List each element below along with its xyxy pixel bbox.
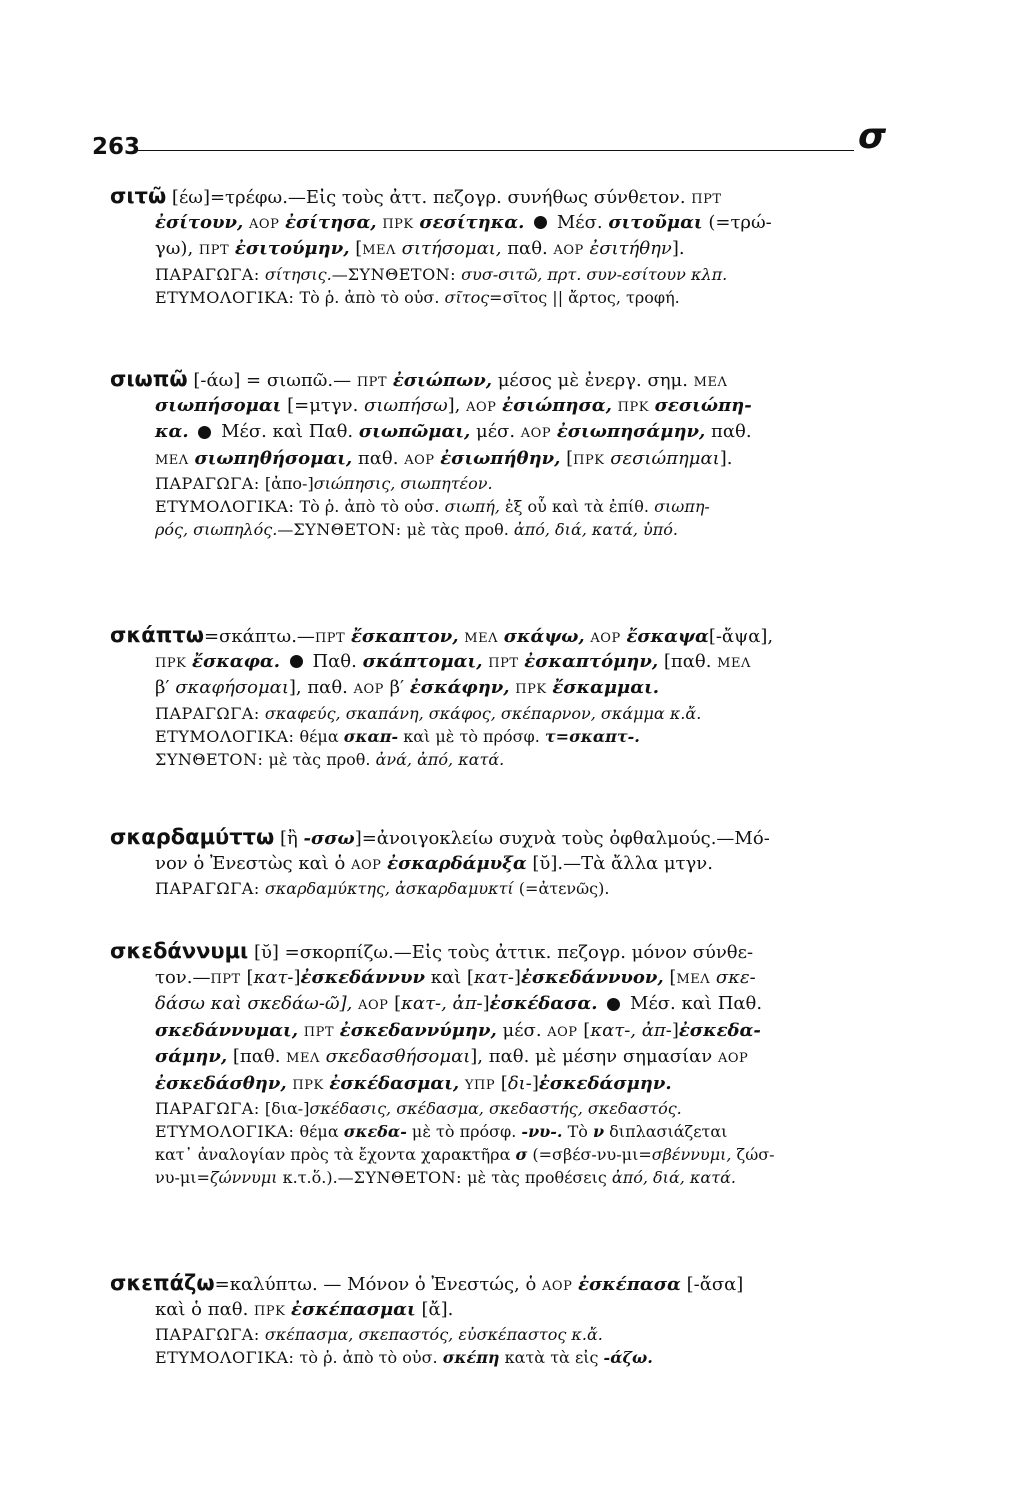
- text-segment: ΑΟΡ: [547, 1024, 578, 1040]
- text-segment: [=μτγν.: [281, 394, 365, 416]
- bullet-icon: [534, 216, 547, 229]
- text-segment: κ.τ.ὅ.).—: [277, 1168, 354, 1187]
- text-segment: σκεδασθήσομαι: [325, 1046, 471, 1067]
- text-segment: [ῠ].—Τὰ ἄλλα μτγν.: [526, 852, 713, 874]
- text-segment: ν: [592, 1122, 605, 1141]
- entry-line: [110, 1270, 900, 1297]
- text-segment: ἐσιώπησα,: [502, 394, 612, 416]
- text-segment: ἐσκέδασμαι,: [329, 1072, 460, 1094]
- text-segment: ΜΕΛ: [362, 243, 396, 258]
- text-segment: ΠΡΤ: [210, 971, 241, 987]
- text-segment: σ: [515, 1145, 528, 1164]
- text-segment: ΠΡΚ: [573, 452, 605, 468]
- text-segment: σιωπηθήσομαι,: [194, 447, 353, 469]
- text-segment: ΠΑΡΑΓΩΓΑ:: [155, 703, 260, 723]
- text-segment: ἐσκεδάννυον,: [520, 966, 664, 988]
- text-segment: παθ.: [705, 421, 752, 442]
- text-segment: [: [388, 993, 402, 1014]
- text-segment: β′: [383, 677, 410, 698]
- text-segment: σιώπησις, σιωπητέον.: [313, 474, 493, 493]
- text-segment: σκαφήσομαι: [175, 677, 289, 698]
- text-segment: ΠΡΤ: [356, 375, 388, 390]
- text-segment: ΑΟΡ: [542, 1279, 573, 1294]
- entry-line: [110, 366, 900, 393]
- text-segment: σεσιώπημαι: [610, 447, 720, 469]
- text-segment: [: [349, 238, 363, 259]
- text-segment: ΜΕΛ: [286, 1051, 320, 1066]
- text-segment: ἔσκαπτον,: [350, 626, 459, 647]
- text-segment: ΠΡΚ: [617, 399, 649, 415]
- text-segment: [-ἄψα],: [708, 626, 774, 647]
- text-segment: μὲ τὰς προθ.: [401, 520, 514, 539]
- text-segment: σῖτος: [444, 287, 490, 307]
- entry-line: σιτῶ [έω]=τρέφω.—Εἰς τοὺς ἀττ. πεζογρ. συνήθως σύνθετον. ΠΡΤ: [110, 184, 722, 208]
- text-segment: Μέσ.: [551, 211, 609, 233]
- text-segment: σκαφεύς, σκαπάνη, σκάφος, σκέπαρνον, σκάμμα κ.ἄ.: [264, 703, 702, 723]
- text-segment: σιωπήσομαι: [155, 394, 282, 416]
- entry-line: [110, 236, 900, 263]
- text-segment: [ἄ].: [415, 1298, 454, 1320]
- text-segment: ἐσίτουν,: [155, 211, 244, 233]
- text-segment: ΠΡΚ: [515, 682, 547, 697]
- text-segment: [ῠ] =σκορπίζω.—Εἰς τοὺς ἀττικ. πεζογρ. μόνον σύνθε-: [248, 942, 754, 963]
- text-segment: Τὸ: [562, 1122, 593, 1141]
- text-segment: σεσίτηκα.: [419, 211, 525, 233]
- headword: σιτῶ: [110, 184, 167, 208]
- entry-notes: [110, 877, 900, 900]
- headword: σκεδάννυμι: [110, 939, 249, 963]
- text-segment: ἐσκεδαννύμην,: [339, 1019, 497, 1041]
- text-segment: ΕΤΥΜΟΛΟΓΙΚΑ:: [155, 287, 295, 307]
- text-segment: (=ἀτενῶς).: [513, 879, 610, 898]
- text-segment: ΣΥΝΘΕΤΟΝ:: [293, 520, 402, 539]
- text-segment: κατ-: [253, 966, 294, 988]
- text-segment: σκεδάννυμαι,: [155, 1019, 299, 1041]
- text-segment: [-ἄσα]: [680, 1274, 744, 1295]
- entry-line: [110, 1071, 900, 1098]
- text-segment: ἔσκαψα: [626, 626, 709, 647]
- entry-notes: [110, 263, 900, 309]
- text-segment: δι-: [507, 1072, 532, 1094]
- entry-line: [110, 824, 900, 851]
- text-segment: ΠΡΤ: [198, 243, 230, 258]
- text-segment: ΠΡΤ: [303, 1024, 335, 1040]
- entry-skardamytto: [110, 824, 900, 900]
- text-segment: β′: [155, 677, 176, 698]
- text-segment: ΠΑΡΑΓΩΓΑ:: [155, 1325, 260, 1344]
- text-segment: ἐσκεδα-: [678, 1019, 761, 1041]
- entry-line: [110, 851, 900, 878]
- text-segment: (=τρώ-: [702, 211, 772, 233]
- text-segment: ἀπό, διά, κατά.: [611, 1168, 736, 1187]
- entry-notes: [110, 1323, 900, 1369]
- text-segment: ]: [531, 1072, 539, 1094]
- entry-line: [110, 965, 900, 992]
- section-letter: σ: [858, 116, 887, 157]
- text-segment: ἐσιωπήθην,: [440, 447, 561, 469]
- text-segment: [: [577, 1019, 591, 1041]
- text-segment: [παθ.: [658, 650, 718, 672]
- text-segment: ΑΟΡ: [353, 682, 384, 697]
- text-segment: ], παθ. μὲ μέσην σημασίαν: [470, 1046, 718, 1067]
- text-segment: ].: [671, 238, 685, 259]
- text-segment: παθ.: [501, 238, 554, 259]
- text-segment: σκαρδαμύκτης, ἀσκαρδαμυκτί: [264, 879, 514, 898]
- text-segment: ἐσκέπασα: [578, 1274, 681, 1295]
- text-segment: ΠΑΡΑΓΩΓΑ:: [155, 1099, 260, 1118]
- page-number: 263: [92, 134, 141, 160]
- text-segment: ΜΕΛ: [464, 631, 498, 646]
- text-segment: κα.: [155, 421, 189, 442]
- text-segment: ΑΟΡ: [590, 631, 621, 646]
- text-segment: ἐσιωπησάμην,: [556, 421, 706, 442]
- text-segment: [: [240, 966, 254, 988]
- entry-line: [110, 649, 900, 676]
- entry-skapto: [110, 622, 900, 771]
- text-segment: [ἢ: [274, 828, 304, 849]
- entry-skedannymi: [110, 938, 900, 1189]
- text-segment: ΑΟΡ: [553, 243, 584, 258]
- text-segment: [: [663, 966, 677, 988]
- text-segment: σιωπῶμαι,: [358, 421, 471, 442]
- text-segment: ]: [671, 1019, 679, 1041]
- text-segment: ΕΤΥΜΟΛΟΓΙΚΑ:: [155, 497, 295, 516]
- text-segment: ΜΕΛ: [717, 655, 751, 671]
- bullet-icon: [290, 655, 303, 668]
- text-segment: σκάπτομαι,: [362, 650, 483, 672]
- text-segment: δάσω καὶ σκεδάω-ῶ],: [155, 993, 359, 1014]
- text-segment: ἐσιτούμην,: [234, 238, 350, 259]
- text-segment: καὶ [: [424, 966, 474, 988]
- headword: σκεπάζω: [110, 1271, 215, 1295]
- text-segment: ΣΥΝΘΕΤΟΝ:: [155, 749, 264, 769]
- entry-line: [110, 419, 900, 446]
- text-segment: ]: [293, 966, 301, 988]
- text-segment: ἐξ οὗ καὶ τὰ ἐπίθ.: [499, 497, 655, 516]
- text-segment: Παθ.: [306, 650, 363, 672]
- text-segment: ΕΤΥΜΟΛΟΓΙΚΑ:: [155, 726, 295, 746]
- text-segment: μὲ τὸ πρόσφ.: [406, 1122, 522, 1141]
- text-segment: νον ὁ Ἐνεστὼς καὶ ὁ: [155, 852, 352, 874]
- text-segment: [: [495, 1072, 508, 1094]
- text-segment: σκεδα-: [343, 1122, 407, 1141]
- text-segment: ΠΡΚ: [292, 1077, 324, 1093]
- text-segment: ΑΟΡ: [351, 857, 382, 873]
- bullet-icon: [198, 426, 211, 439]
- headword: σκαρδαμύττω: [110, 825, 275, 849]
- text-segment: σκε-: [710, 966, 756, 988]
- entry-siopo: [110, 366, 900, 541]
- headword: σκάπτω: [110, 623, 204, 647]
- text-segment: -νυ-.: [521, 1122, 563, 1141]
- text-segment: [ἀπο-]: [259, 474, 314, 493]
- text-segment: γω),: [155, 238, 199, 259]
- text-segment: ΠΑΡΑΓΩΓΑ:: [155, 879, 260, 898]
- text-segment: -άζω.: [603, 1348, 653, 1367]
- text-segment: ΠΑΡΑΓΩΓΑ:: [155, 264, 260, 284]
- text-segment: ΑΟΡ: [520, 426, 552, 441]
- text-segment: ΑΟΡ: [717, 1051, 749, 1066]
- text-segment: κατ-, ἀπ-: [401, 993, 483, 1014]
- text-segment: σιωπή,: [444, 497, 500, 516]
- text-segment: σίτησις.: [264, 264, 332, 284]
- text-segment: τον.—: [155, 966, 211, 988]
- text-segment: [-άω] = σιωπῶ.—: [187, 370, 357, 391]
- text-segment: σεσιώπη-: [654, 394, 752, 416]
- entry-line: [110, 1018, 900, 1045]
- text-segment: ἐσίτησα,: [285, 211, 377, 233]
- text-segment: κατ-: [473, 966, 514, 988]
- text-segment: σιωπήσω: [364, 394, 448, 416]
- text-segment: κατ-, ἀπ-: [590, 1019, 672, 1041]
- text-segment: ΕΤΥΜΟΛΟΓΙΚΑ:: [155, 1348, 295, 1367]
- headword: σιωπῶ: [110, 367, 188, 391]
- text-segment: κατὰ τὰ εἰς: [499, 1348, 604, 1367]
- text-segment: =καλύπτω. — Μόνον ὁ Ἐνεστώς, ὁ: [214, 1274, 543, 1295]
- entry-line: [110, 393, 900, 420]
- text-segment: ΣΥΝΘΕΤΟΝ:: [353, 1168, 463, 1187]
- text-segment: Μέσ. καὶ Παθ.: [215, 421, 359, 442]
- text-segment: ΑΟΡ: [249, 216, 280, 232]
- text-segment: ]: [513, 966, 521, 988]
- text-segment: ]: [482, 993, 490, 1014]
- entry-line: [110, 210, 900, 237]
- text-segment: ΠΑΡΑΓΩΓΑ:: [155, 474, 260, 493]
- text-segment: -σσω: [303, 828, 355, 849]
- text-segment: ΑΟΡ: [358, 998, 389, 1013]
- text-segment: ρός, σιωπηλός.: [155, 520, 278, 539]
- text-segment: —: [331, 264, 348, 284]
- entry-line: [110, 991, 900, 1018]
- text-segment: διπλασιάζεται: [604, 1122, 728, 1141]
- entry-line: [110, 938, 900, 965]
- text-segment: ἐσκεδάσμην.: [538, 1072, 672, 1094]
- text-segment: ζώσ-: [731, 1145, 775, 1164]
- text-segment: ΑΟΡ: [404, 452, 435, 468]
- text-segment: σιωπη-: [654, 497, 710, 516]
- text-segment: σκέπασμα, σκεπαστός, εὐσκέπαστος κ.ἄ.: [264, 1325, 603, 1344]
- text-segment: ΕΤΥΜΟΛΟΓΙΚΑ:: [155, 1122, 295, 1141]
- text-segment: ΠΡΚ: [254, 1303, 286, 1319]
- text-segment: ΠΡΤ: [314, 631, 346, 646]
- text-segment: ἔσκαμμαι.: [552, 677, 660, 698]
- text-segment: συσ-σιτῶ, πρτ. συν-εσίτουν κλπ.: [461, 264, 728, 284]
- text-segment: μέσ.: [470, 421, 521, 442]
- text-segment: ἐσκέδασα.: [489, 993, 598, 1014]
- entry-line: [110, 1044, 900, 1071]
- text-segment: Τὸ ῥ. ἀπὸ τὸ οὐσ.: [294, 497, 445, 516]
- text-segment: σκάψω,: [503, 626, 585, 647]
- entry-line: [110, 1297, 900, 1324]
- text-segment: τὸ ῥ. ἀπὸ τὸ οὐσ.: [294, 1348, 443, 1367]
- text-segment: μέσ.: [496, 1019, 548, 1041]
- text-segment: ΠΡΚ: [382, 216, 414, 232]
- text-segment: ΜΕΛ: [693, 375, 728, 390]
- text-segment: ΑΟΡ: [466, 399, 497, 415]
- text-segment: ΥΠΡ: [464, 1077, 496, 1093]
- text-segment: θέμα: [294, 726, 344, 746]
- entry-notes: [110, 1097, 900, 1189]
- text-segment: ἔσκαφα.: [192, 650, 280, 672]
- entry-sito: [110, 183, 900, 309]
- text-segment: ΜΕΛ: [155, 452, 189, 468]
- text-segment: ΣΥΝΘΕΤΟΝ:: [347, 264, 457, 284]
- text-segment: ἐσιτήθην: [589, 238, 672, 259]
- text-segment: ζώννυμι: [209, 1168, 278, 1187]
- text-segment: ], παθ.: [288, 677, 354, 698]
- text-segment: σκέδασις, σκέδασμα, σκεδαστής, σκεδαστός.: [309, 1099, 682, 1118]
- text-segment: ]=ἀνοιγοκλείω συχνὰ τοὺς ὀφθαλμούς.—Μό-: [354, 828, 770, 849]
- text-segment: μὲ τὰς προθ.: [263, 749, 376, 769]
- text-segment: ],: [447, 394, 467, 416]
- text-segment: σιτοῦμαι: [608, 211, 703, 233]
- text-segment: σκαπ-: [343, 726, 399, 746]
- text-segment: ἐσκαπτόμην,: [524, 650, 659, 672]
- text-segment: ].: [719, 447, 733, 469]
- text-segment: [δια-]: [259, 1099, 310, 1118]
- text-segment: μέσος μὲ ἐνεργ. σημ.: [491, 370, 694, 391]
- text-segment: καὶ ὁ παθ.: [155, 1298, 255, 1320]
- entry-notes: [110, 702, 900, 771]
- text-segment: νυ-μι=: [155, 1168, 210, 1187]
- text-segment: ἐσκαρδάμυξα: [387, 852, 527, 874]
- text-segment: θέμα: [294, 1122, 344, 1141]
- text-segment: σιτήσομαι,: [401, 238, 502, 259]
- text-segment: κατ᾽ ἀναλογίαν πρὸς τὰ ἔχοντα χαρακτῆρα: [155, 1145, 516, 1164]
- text-segment: ἐσκεδάννυν: [300, 966, 425, 988]
- text-segment: ΠΡΤ: [488, 655, 519, 671]
- bullet-icon: [607, 998, 620, 1011]
- entry-skepazo: [110, 1270, 900, 1369]
- text-segment: [παθ.: [227, 1046, 287, 1067]
- entry-line: [110, 446, 900, 473]
- text-segment: ἐσκάφην,: [409, 677, 510, 698]
- text-segment: —: [277, 520, 294, 539]
- text-segment: ἐσκεδάσθην,: [155, 1072, 287, 1094]
- header-rule: [134, 150, 854, 151]
- entry-line: [110, 675, 900, 702]
- text-segment: ἐσκέπασμαι: [291, 1298, 416, 1320]
- text-segment: σκέπη: [442, 1348, 500, 1367]
- text-segment: καὶ μὲ τὸ πρόσφ.: [398, 726, 545, 746]
- text-segment: ΜΕΛ: [676, 971, 711, 987]
- text-segment: ΠΡΚ: [155, 655, 187, 671]
- text-segment: ἐσιώπων,: [392, 370, 492, 391]
- text-segment: =σκάπτω.—: [203, 626, 315, 647]
- text-segment: τ=σκαπτ-.: [544, 726, 640, 746]
- text-segment: μὲ τὰς προθέσεις: [462, 1168, 612, 1187]
- text-segment: Τὸ ῥ. ἀπὸ τὸ οὐσ.: [294, 287, 445, 307]
- text-segment: παθ.: [352, 447, 405, 469]
- text-segment: [: [560, 447, 574, 469]
- text-segment: =σῖτος || ἄρτος, τροφή.: [489, 287, 680, 307]
- entry-notes: [110, 472, 900, 541]
- text-segment: σβέννυμι,: [651, 1145, 732, 1164]
- text-segment: σάμην,: [155, 1046, 228, 1067]
- text-segment: ἀνά, ἀπό, κατά.: [375, 749, 505, 769]
- entry-line: [110, 622, 900, 649]
- text-segment: ἀπό, διά, κατά, ὑπό.: [513, 520, 679, 539]
- text-segment: Μέσ. καὶ Παθ.: [624, 993, 763, 1014]
- text-segment: (=σβέσ-νυ-μι=: [527, 1145, 652, 1164]
